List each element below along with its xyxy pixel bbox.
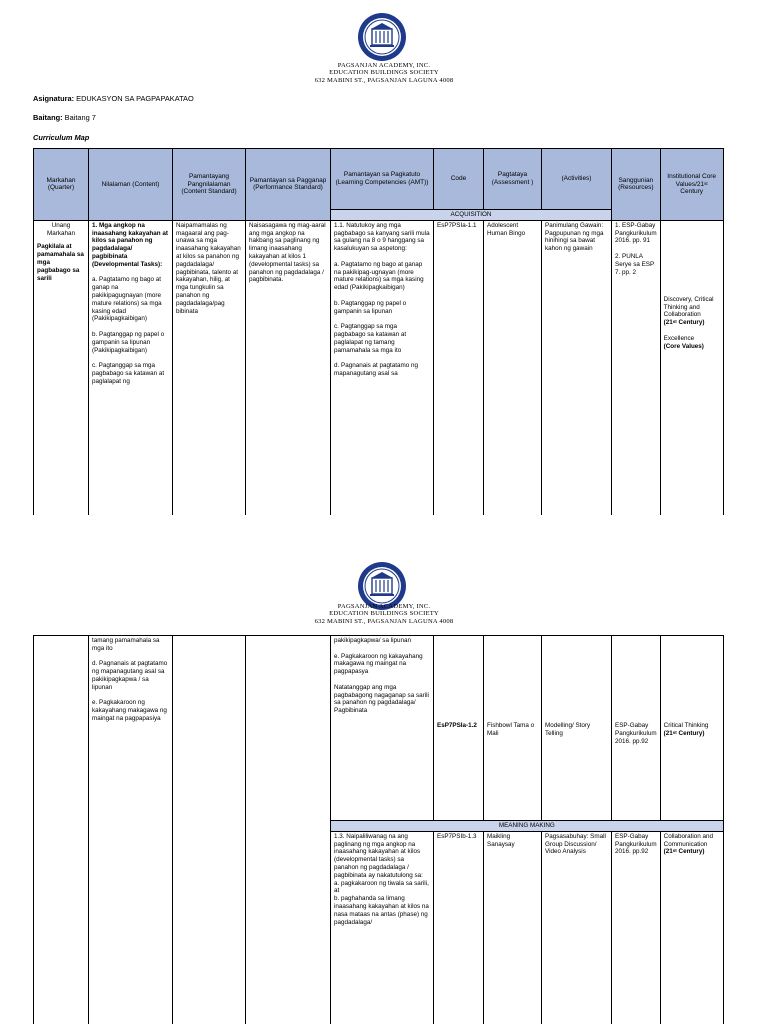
competency-cont: pakikipagkapwa/ sa lipunan — [334, 637, 412, 644]
core-values-header-line2: Century — [680, 188, 704, 196]
column-header-resources: Sanggunian (Resources) — [612, 149, 661, 221]
content-cont: tamang pamamahala sa mga ito — [92, 637, 160, 652]
cell-code: EsP7PSIb-1.3 — [434, 831, 484, 1024]
core-values-header-line1: Institutional Core Values/21 — [667, 173, 717, 188]
cell-competencies — [331, 636, 434, 821]
century-prefix: (21 — [663, 729, 673, 737]
activities-spacer — [545, 637, 608, 722]
column-header-core-values — [660, 149, 723, 221]
cell-assessment — [484, 636, 542, 821]
column-header-content-standard: Pamantayang Pangnilalaman (Content Standard) — [173, 149, 246, 221]
school-society: EDUCATION BUILDINGS SOCIETY — [329, 69, 439, 77]
cell-activities: Panimulang Gawain: Pagpupunan ng mga hinihingi sa bawat kahon ng gawain — [542, 220, 612, 515]
core-values-critical: Critical Thinking — [663, 722, 709, 729]
competency-3a: a. pagkakaroon ng tiwala sa sarili, at — [334, 879, 429, 895]
competency-3b: b. paghahanda sa limang inaasahang kakayahan at kilos na nasa mataas na antas (phase) ng pagdadalaga/ — [334, 895, 429, 926]
competency-1-3: 1.3. Naipaliliwanag na ang paglinang ng mga angkop na inaasahang kakayahan at kilos (developmental tasks) sa panahon ng pagdadalaga / pagbibinata ay nakatutulong sa: — [334, 832, 423, 879]
page-gap — [0, 515, 768, 555]
competency-1-1: 1.1. Natutukoy ang mga pagbabago sa kanyang sarili mula sa gulang na 8 o 9 hanggang sa kasalukuyan sa aspetong: — [334, 221, 430, 253]
content-item-c: c. Pagtanggap sa mga pagbabago sa katawan at paglalapat ng — [92, 362, 165, 385]
resources-spacer — [615, 637, 657, 722]
column-header-code: Code — [434, 149, 484, 210]
cell-quarter — [34, 636, 89, 1024]
core-values-1-century — [664, 319, 720, 327]
content-title: 1. Mga angkop na inaasahang kakayahan at kilos sa panahon ng pagdadalaga/ pagbibinata (Developmental Tasks): — [92, 221, 168, 268]
cell-assessment: Adolescent Human Bingo — [484, 220, 542, 515]
grade-line — [33, 113, 96, 122]
cell-competencies — [331, 831, 434, 1024]
cell-performance-standard — [246, 636, 331, 1024]
column-header-quarter: Markahan (Quarter) — [34, 149, 89, 221]
grade-label: Baitang: — [33, 113, 63, 122]
cell-quarter — [34, 220, 89, 515]
cell-content-standard — [173, 636, 246, 1024]
core-values-1: Discovery, Critical Thinking and Collaboration — [663, 295, 714, 319]
competency-e: e. Pagkakaroon ng kakayahang makagawa ng maingat na pagpapasya — [334, 652, 423, 676]
century-suffix: Century) — [676, 729, 705, 737]
cell-core-values — [660, 636, 723, 821]
core-values-gap — [664, 327, 720, 335]
cell-assessment: Maikling Sanaysay — [484, 831, 542, 1024]
cell-resources — [612, 220, 661, 515]
core-values-spacer — [664, 222, 720, 296]
table-row — [34, 636, 724, 821]
century-sup: st — [672, 848, 677, 854]
column-header-content: Nilalaman (Content) — [89, 149, 173, 221]
cell-core-values — [660, 831, 723, 1024]
cell-performance-standard: Naisasagawa ng mag-aaral ang mga angkop na hakbang sa paglinang ng limang inaasahang kakayahan at kilos 1 (developmental tasks) sa panahon ng pagdadalaga / pagbibinata. — [246, 220, 331, 515]
century-suffix: Century) — [676, 848, 705, 856]
content-item-b: b. Pagtanggap ng papel o gampanin sa lipunan (Pakikipagkaibigan) — [92, 330, 165, 354]
century-sup: st — [672, 729, 677, 735]
curriculum-map-title: Curriculum Map — [33, 133, 90, 142]
century-sup: st — [672, 319, 677, 325]
content-item-a: a. Pagtatamo ng bago at ganap na pakikipagugnayan (more mature relations) sa mga kasing edad (Pakikipagkaibigan) — [92, 276, 162, 323]
quarter-line-1: Unang — [51, 221, 71, 229]
century-suffix: Century) — [676, 319, 705, 327]
table-row — [34, 220, 724, 515]
subject-line — [33, 94, 194, 103]
quarter-line-2: Markahan — [46, 229, 75, 237]
century-prefix: (21 — [663, 319, 673, 327]
cell-content-standard: Naipamamalas ng magaaral ang pag-unawa sa mga inaasahang kakayahan at kilos sa panahon ng pagdadalaga/ pagbibinata, talento at kakayahan, hilig, at mga tungkulin sa panahon ng pagdadalaga/pag bibinata — [173, 220, 246, 515]
core-values-2: Excellence — [663, 334, 695, 342]
competency-a: a. Pagtatamo ng bago at ganap na pakikipag-ugnayan (more mature relations) sa mga kasing edad (Pakikipagkaibigan) — [334, 260, 424, 292]
core-values-century — [664, 848, 720, 856]
cell-resources: ESP-Gabay Pangkurikulum 2016. pp.92 — [612, 831, 661, 1024]
cell-competencies — [331, 220, 434, 515]
school-header — [0, 62, 768, 84]
school-name: PAGSANJAN ACADEMY, INC. — [337, 62, 431, 69]
band-acquisition: ACQUISITION — [331, 210, 612, 221]
resource-2: 2. PUNLA Serye sa ESP 7. pp. 2 — [615, 252, 655, 276]
cell-core-values — [660, 220, 723, 515]
curriculum-map-table — [33, 148, 724, 516]
cell-resources — [612, 636, 661, 821]
competency-c: c. Pagtanggap sa mga pagbabago sa katawan at paglalapat ng tamang pamamahala sa mga ito — [334, 323, 407, 354]
competency-1-2: Natatanggap ang mga pagbabagong nagaganap sa sarili sa panahon ng pagdadalaga/ Pagbibinata — [334, 683, 429, 715]
competency-b: b. Pagtanggap ng papel o gampanin sa lipunan — [334, 299, 407, 315]
school-address: 632 MABINI ST., PAGSANJAN LAGUNA 4008 — [314, 76, 454, 84]
resource-1: 1. ESP-Gabay Pangkurikulum 2016. pp. 91 — [615, 221, 657, 245]
resources-value: ESP-Gabay Pangkurikulum 2016. pp.92 — [615, 722, 657, 745]
cell-code: EsP7PSIa-1.1 — [434, 220, 484, 515]
document-page-2 — [0, 555, 768, 1024]
school-header — [0, 603, 768, 625]
subject-value: EDUKASYON SA PAGPAPAKATAO — [76, 94, 194, 103]
table-header-row — [34, 149, 724, 210]
code-value: EsP7PSIa-1.2 — [437, 722, 477, 729]
column-header-competencies: Pamantayan sa Pagkatuto (Learning Competencies (AMT)) — [331, 149, 434, 210]
column-header-activities: (Activities) — [542, 149, 612, 210]
competency-d: d. Pagnanais at pagtatamo ng mapanagutang asal sa — [334, 362, 419, 377]
quarter-topic: Pagkilala at pamamahala sa mga pagbabago sa sarili — [37, 243, 84, 282]
century-prefix: (21 — [663, 848, 673, 856]
content-item-d: d. Pagnanais at pagtatamo ng mapanagutang asal sa pakikipagkapwa / sa lipunan — [92, 660, 168, 691]
grade-value: Baitang 7 — [64, 113, 96, 122]
core-values-2-label: (Core Values) — [663, 342, 704, 350]
core-values-spacer — [664, 637, 720, 722]
core-values-collab: Collaboration and Communication — [663, 832, 714, 848]
activities-value: Modelling/ Story Telling — [545, 722, 591, 737]
school-address: 632 MABINI ST., PAGSANJAN LAGUNA 4008 — [314, 617, 454, 625]
code-spacer — [437, 637, 480, 722]
cell-content — [89, 636, 173, 1024]
curriculum-map-table-continued — [33, 635, 724, 1024]
cell-activities: Pagsasabuhay: Small Group Discussion/ Video Analysis — [542, 831, 612, 1024]
content-item-e: e. Pagkakaroon ng kakayahang makagawa ng maingat na pagpapasiya — [92, 699, 167, 722]
core-values-century — [664, 730, 720, 738]
cell-content — [89, 220, 173, 515]
school-society: EDUCATION BUILDINGS SOCIETY — [329, 610, 439, 618]
core-values-header-sup: st — [704, 180, 708, 186]
band-meaning-making: MEANING MAKING — [331, 821, 724, 832]
assessment-value: Fishbowl Tama o Mali — [487, 722, 535, 737]
school-name: PAGSANJAN ACADEMY, INC. — [337, 603, 431, 610]
column-header-assessment: Pagtataya (Assessment ) — [484, 149, 542, 210]
subject-label: Asignatura: — [33, 94, 75, 103]
school-seal-logo — [357, 12, 407, 62]
column-header-performance-standard: Pamantayan sa Pagganap (Performance Standard) — [246, 149, 331, 221]
assessment-spacer — [487, 637, 538, 722]
cell-activities — [542, 636, 612, 821]
cell-code — [434, 636, 484, 821]
